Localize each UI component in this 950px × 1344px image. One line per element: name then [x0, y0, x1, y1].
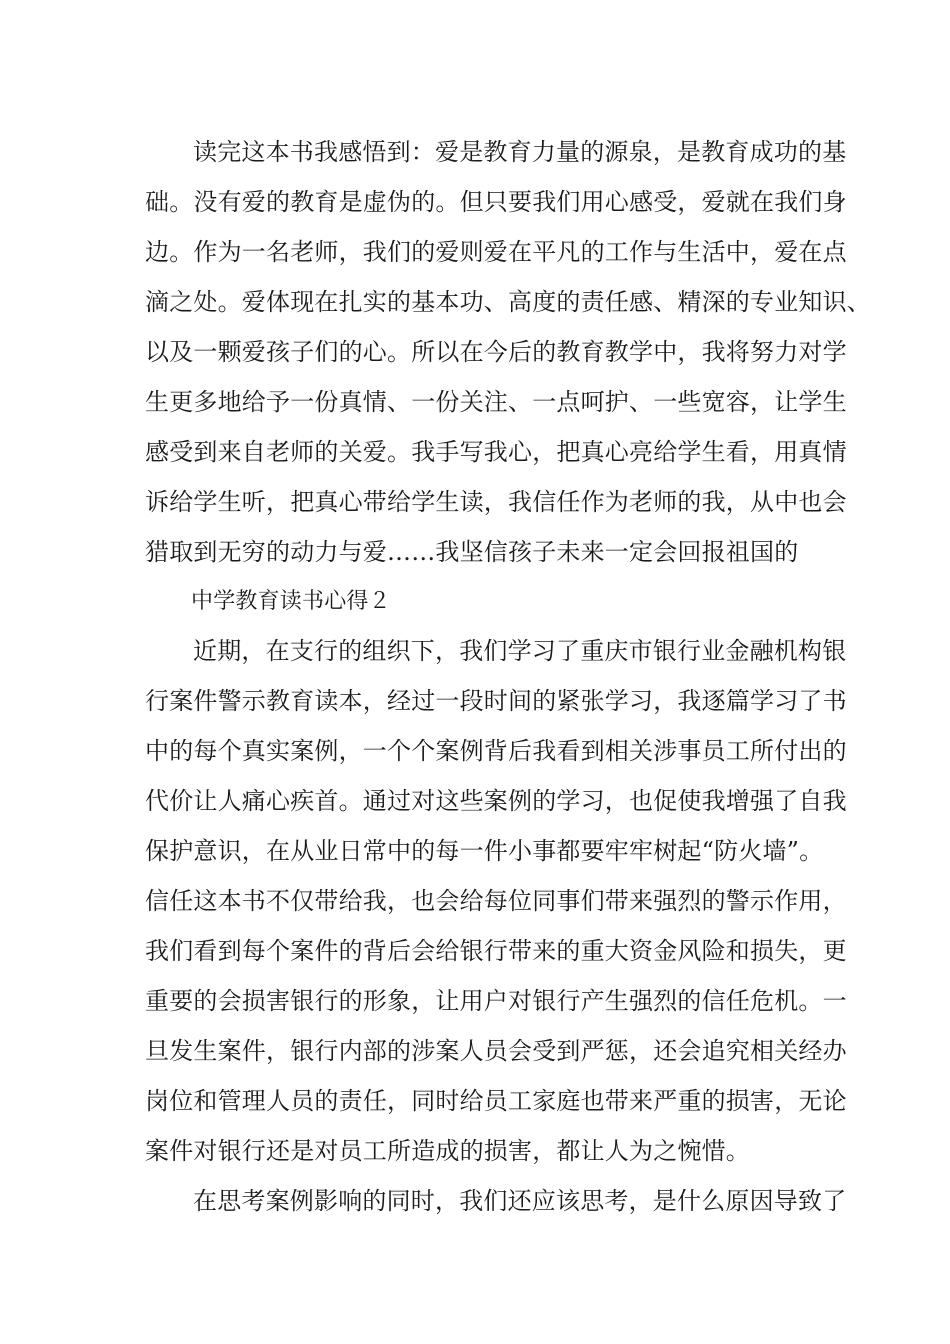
- paragraph-1-line-1: 读完这本书我感悟到：爱是教育力量的源泉，是教育成功的基: [193, 138, 847, 166]
- paragraph-2-line-2: 行案件警示教育读本，经过一段时间的紧张学习，我逐篇学习了书: [145, 687, 847, 715]
- paragraph-2-line-3: 中的每个真实案例，一个个案例背后我看到相关涉事员工所付出的: [145, 737, 847, 765]
- paragraph-1-line-8: 诉给学生听，把真心带给学生读，我信任作为老师的我，从中也会: [145, 488, 847, 516]
- paragraph-2-line-11: 案件对银行还是对员工所造成的损害，都让人为之惋惜。: [145, 1137, 750, 1165]
- paragraph-1-line-3: 边。作为一名老师，我们的爱则爱在平凡的工作与生活中，爱在点: [145, 238, 847, 266]
- section-heading: 中学教育读书心得２: [191, 589, 391, 614]
- paragraph-2-line-1: 近期，在支行的组织下，我们学习了重庆市银行业金融机构银: [193, 637, 847, 665]
- paragraph-2-line-9: 旦发生案件，银行内部的涉案人员会受到严惩，还会追究相关经办: [145, 1037, 847, 1065]
- paragraph-1-line-5: 以及一颗爱孩子们的心。所以在今后的教育教学中，我将努力对学: [145, 338, 847, 366]
- paragraph-1-line-4: 滴之处。爱体现在扎实的基本功、高度的责任感、精深的专业知识、: [145, 288, 871, 316]
- paragraph-1-line-7: 感受到来自老师的关爱。我手写我心，把真心亮给学生看，用真情: [145, 438, 847, 466]
- paragraph-3-line-1: 在思考案例影响的同时，我们还应该思考，是什么原因导致了: [193, 1187, 847, 1215]
- paragraph-2-line-6: 信任这本书不仅带给我，也会给每位同事们带来强烈的警示作用，: [145, 887, 847, 915]
- paragraph-1-line-6: 生更多地给予一份真情、一份关注、一点呵护、一些宽容，让学生: [145, 388, 847, 416]
- paragraph-1-line-9: 猎取到无穷的动力与爱……我坚信孩子未来一定会回报祖国的: [145, 538, 799, 566]
- paragraph-2-line-4: 代价让人痛心疾首。通过对这些案例的学习，也促使我增强了自我: [145, 787, 847, 815]
- paragraph-2-line-7: 我们看到每个案件的背后会给银行带来的重大资金风险和损失，更: [145, 937, 847, 965]
- paragraph-2-line-10: 岗位和管理人员的责任，同时给员工家庭也带来严重的损害，无论: [145, 1087, 847, 1115]
- paragraph-1-line-2: 础。没有爱的教育是虚伪的。但只要我们用心感受，爱就在我们身: [145, 188, 847, 216]
- paragraph-2-line-8: 重要的会损害银行的形象，让用户对银行产生强烈的信任危机。一: [145, 987, 847, 1015]
- paragraph-2-line-5: 保护意识，在从业日常中的每一件小事都要牢牢树起“防火墙”。: [145, 837, 824, 865]
